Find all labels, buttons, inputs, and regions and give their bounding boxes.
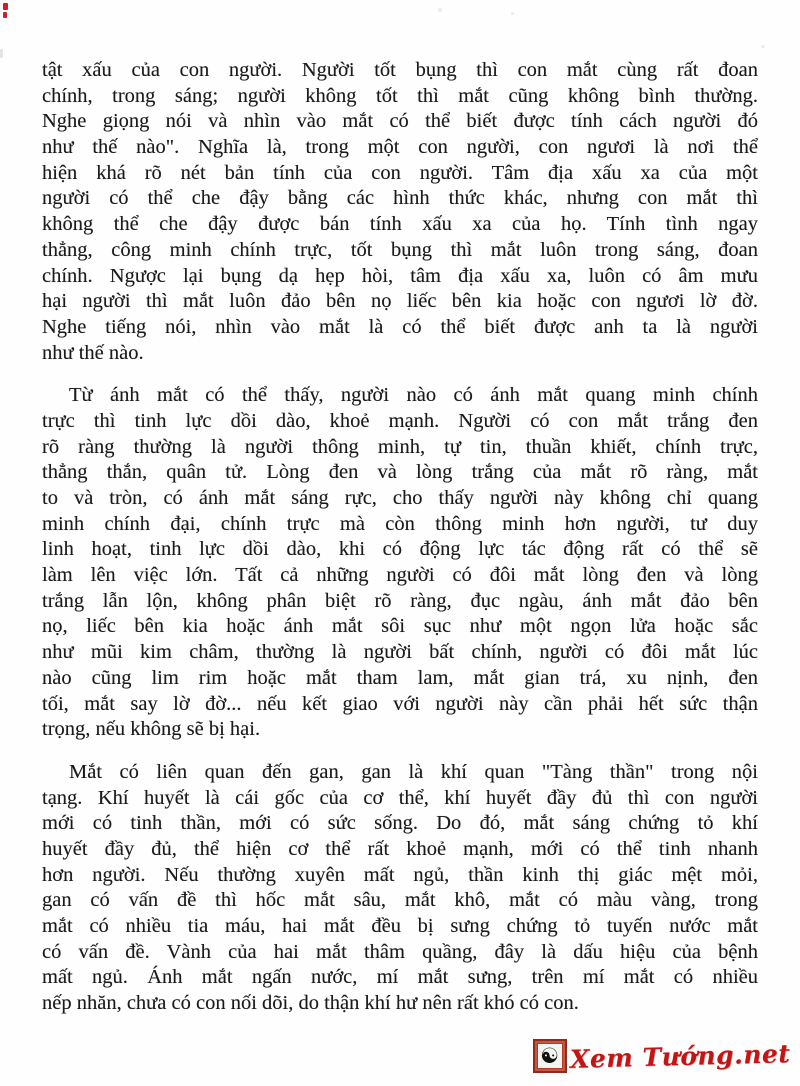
page-text (42, 58, 758, 1017)
text-line: trọng, nếu không sẽ bị hại. (42, 718, 261, 741)
text-line: minh chính đại, chính trực mà còn thông minh hơn người, tư duy (42, 512, 758, 535)
text-line: trực thì tinh lực dồi dào, khoẻ mạnh. Người có con mắt trắng đen (42, 409, 758, 432)
text-line: tạng. Khí huyết là cái gốc của cơ thể, khí huyết đầy đủ thì con người (42, 786, 758, 809)
text-line: không thể che đậy được bán tính xấu xa của họ. Tính tình ngay (42, 213, 758, 236)
scan-artifact (438, 8, 442, 12)
text-line: như thế nào. (42, 341, 144, 364)
text-line: Nghe tiếng nói, nhìn vào mắt là có thể biết được anh ta là người (42, 315, 758, 338)
text-line: huyết đầy đủ, thể hiện cơ thể rất khoẻ mạnh, mới có thể tinh nhanh (42, 837, 758, 860)
text-line: gan có vấn đề thì hốc mắt sâu, mắt khô, mắt có màu vàng, trong (42, 889, 758, 912)
paragraph (42, 383, 758, 743)
text-line: có vấn đề. Vành của hai mắt thâm quầng, đây là dấu hiệu của bệnh (42, 940, 758, 963)
text-line: Nghe giọng nói và nhìn vào mắt có thể biết được tính cách người đó (42, 110, 758, 133)
text-line: làm lên việc lớn. Tất cả những người có đôi mắt lòng đen và lòng (42, 564, 758, 587)
text-line: mất ngủ. Ánh mắt ngấn nước, mí mắt sưng, trên mí mắt có nhiều (42, 966, 758, 989)
yin-yang-icon: ☯ (538, 1044, 562, 1068)
text-line: chính, trong sáng; người không tốt thì mắt cũng không bình thường. (42, 84, 758, 107)
text-line: nào cũng lim rim hoặc mắt tham lam, mắt gian trá, xu nịnh, đen (42, 666, 758, 689)
text-line: rõ ràng thường là người thông minh, tự tin, thuần khiết, chính trực, (42, 435, 758, 458)
text-line: tối, mắt say lờ đờ... nếu kết giao với người này cần phải hết sức thận (42, 692, 758, 715)
text-line: hiện khá rõ nét bản tính của con người. Tâm địa xấu xa của một (42, 161, 758, 184)
text-line: chính. Ngược lại bụng dạ hẹp hòi, tâm địa xấu xa, luôn có âm mưu (42, 264, 758, 287)
text-line: linh hoạt, tinh lực dồi dào, khi có động lực tác động rất có thể sẽ (42, 538, 758, 561)
watermark-link[interactable] (533, 1039, 790, 1073)
text-line: nọ, liếc bên kia hoặc ánh mắt sôi sục như một ngọn lửa hoặc sắc (42, 615, 758, 638)
text-line: nếp nhăn, chưa có con nối dõi, do thận khí hư nên rất khó có con. (42, 992, 579, 1015)
text-line: như mũi kim châm, thường là người bất chính, người có đôi mắt lúc (42, 641, 758, 664)
scan-artifact (511, 12, 514, 15)
text-line: hại người thì mắt luôn đảo bên nọ liếc bên kia hoặc con ngươi lờ đờ. (42, 290, 758, 313)
text-line: to và tròn, có ánh mắt sáng rực, cho thấy người này không chỉ quang (42, 487, 758, 509)
text-line: thẳng thắn, quân tử. Lòng đen và lòng trắng của mắt rõ ràng, mắt (42, 461, 758, 484)
text-line: hơn người. Nếu thường xuyên mất ngủ, thần kinh thị giác mệt mỏi, (42, 863, 758, 886)
text-line: Từ ánh mắt có thể thấy, người nào có ánh mắt quang minh chính (69, 384, 758, 407)
text-line: mắt có nhiều tia máu, hai mắt đều bị sưng chứng tỏ tuyến nước mắt (42, 915, 758, 937)
red-mark-bottom (3, 12, 7, 18)
red-mark-top (3, 3, 8, 10)
scan-artifact (761, 45, 765, 48)
text-line: Mắt có liên quan đến gan, gan là khí quan "Tàng thần" trong nội (69, 760, 758, 783)
text-line: tật xấu của con người. Người tốt bụng thì con mắt cùng rất đoan (42, 59, 758, 81)
red-corner-mark (2, 3, 10, 19)
text-line: như thế nào". Nghĩa là, trong một con người, con ngươi là nơi thể (42, 136, 758, 159)
watermark-logo (533, 1039, 567, 1073)
paragraph (42, 760, 758, 1017)
text-line: mới có tinh thần, mới có sức sống. Do đó, mắt sáng chứng tỏ khí (42, 812, 758, 835)
paragraph (42, 58, 758, 366)
text-line: người có thể che đậy bằng các hình thức khác, nhưng con mắt thì (42, 187, 758, 210)
scan-artifact (0, 49, 3, 58)
watermark-brand-text: Xem Tướng.net (569, 1038, 791, 1074)
text-line: trắng lẫn lộn, không phân biệt rõ ràng, đục ngàu, ánh mắt đảo bên (42, 589, 758, 612)
text-line: thẳng, công minh chính trực, tốt bụng thì mắt luôn trong sáng, đoan (42, 238, 758, 261)
